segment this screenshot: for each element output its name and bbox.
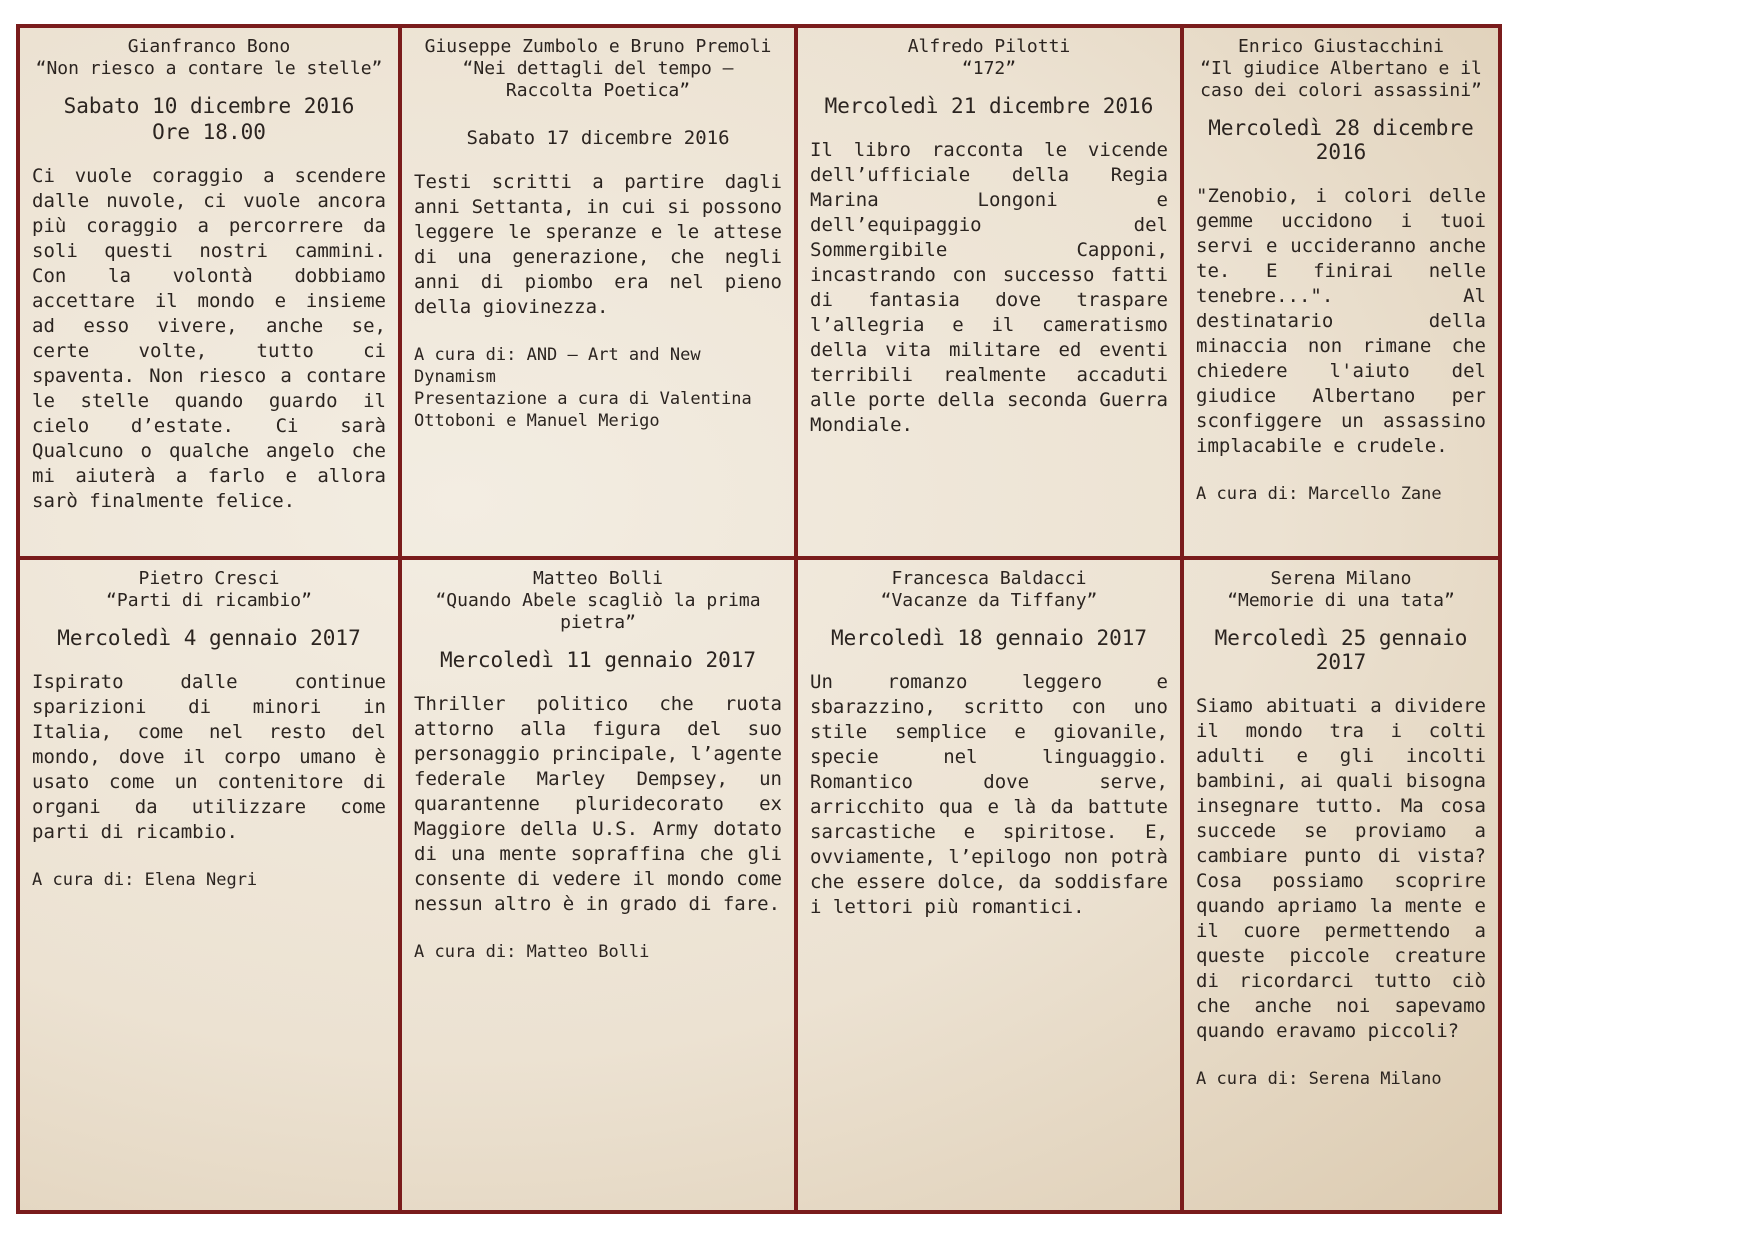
card-title: “Memorie di una tata” <box>1227 590 1455 611</box>
card-description: Testi scritti a partire dagli anni Settanta, in cui si possono leggere le speranze e le attese di una generazione, che negli anni di piombo era nel pieno della giovinezza. <box>414 171 782 318</box>
card-author: Giuseppe Zumbolo e Bruno Premoli <box>424 36 772 57</box>
event-card-bono <box>20 28 402 560</box>
card-author: Serena Milano <box>1270 568 1412 589</box>
card-curator: A cura di: Matteo Bolli <box>414 942 650 962</box>
card-date: Sabato 10 dicembre 2016 <box>63 94 355 118</box>
card-description: Il libro racconta le vicende dell’ufficiale della Regia Marina Longoni e dell’equipaggio del Sommergibile Capponi, incastrando con successo fatti di fantasia dove traspare l’allegria e il cameratismo della vita militare ed eventi terribili realmente accaduti alle porte della seconda Guerra Mondiale. <box>810 139 1168 436</box>
card-curator: A cura di: Serena Milano <box>1196 1069 1442 1089</box>
card-author: Matteo Bolli <box>532 568 664 589</box>
card-author: Francesca Baldacci <box>891 568 1087 589</box>
event-card-zumbolo-premoli <box>402 28 798 560</box>
card-title: “172” <box>961 58 1017 79</box>
card-date: Sabato 17 dicembre 2016 <box>466 127 730 149</box>
card-description: Ci vuole coraggio a scendere dalle nuvole, ci vuole ancora più coraggio a percorrere da soli questi nostri cammini. Con la volontà dobbiamo accettare il mondo e insieme ad esso vivere, anche se, certe volte, tutto ci spaventa. Non riesco a contare le stelle quando guardo il cielo d’estate. Ci sarà Qualcuno o qualche angelo che mi aiuterà a farlo e allora sarò finalmente felice. <box>32 165 386 512</box>
card-curator: A cura di: Elena Negri <box>32 870 258 890</box>
card-date: Mercoledì 18 gennaio 2017 <box>830 626 1148 650</box>
card-date: Mercoledì 11 gennaio 2017 <box>439 648 757 672</box>
card-date: Mercoledì 4 gennaio 2017 <box>57 626 361 650</box>
card-curator: A cura di: AND – Art and New Dynamism <box>414 345 701 387</box>
card-date: Mercoledì 28 dicembre 2016 <box>1208 116 1474 164</box>
card-title: “Il giudice Albertano e il caso dei colori assassini” <box>1200 58 1482 101</box>
card-author: Gianfranco Bono <box>127 36 291 57</box>
card-description: Un romanzo leggero e sbarazzino, scritto con uno stile semplice e giovanile, specie nel linguaggio. Romantico dove serve, arricchito qua e là da battute sarcastiche e spiritose. E, ovviamente, l’epilogo non potrà che essere dolce, da soddisfare i lettori più romantici. <box>810 671 1168 918</box>
card-curator: A cura di: Marcello Zane <box>1196 484 1442 504</box>
card-title: “Non riesco a contare le stelle” <box>35 58 383 79</box>
card-description: Siamo abituati a dividere il mondo tra i colti adulti e gli incolti bambini, ai quali bisogna insegnare tutto. Ma cosa succede se proviamo a cambiare punto di vista? Cosa possiamo scoprire quando apriamo la mente e il cuore permettendo a queste piccole creature di ricordarci tutto ciò che anche noi sapevamo quando eravamo piccoli? <box>1196 695 1486 1042</box>
card-date: Mercoledì 21 dicembre 2016 <box>824 94 1154 118</box>
card-title: “Parti di ricambio” <box>106 590 312 611</box>
card-description: "Zenobio, i colori delle gemme uccidono i tuoi servi e uccideranno anche te. E finirai nelle tenebre...". Al destinatario della minaccia non rimane che chiedere l'aiuto del giudice Albertano per sconfiggere un assassino implacabile e crudele. <box>1196 185 1486 457</box>
card-title: “Vacanze da Tiffany” <box>880 590 1098 611</box>
card-time: Ore 18.00 <box>152 120 266 144</box>
card-description: Thriller politico che ruota attorno alla figura del suo personaggio principale, l’agente federale Marley Dempsey, un quarantenne pluridecorato ex Maggiore della U.S. Army dotato di una mente sopraffina che gli consente di vedere il mondo come nessun altro è in grado di fare. <box>414 693 782 915</box>
card-author: Enrico Giustacchini <box>1238 36 1444 57</box>
events-grid <box>16 24 1502 1214</box>
card-title: “Quando Abele scagliò la prima pietra” <box>435 590 761 633</box>
card-author: Alfredo Pilotti <box>907 36 1071 57</box>
event-card-milano <box>1184 560 1498 1210</box>
card-date: Mercoledì 25 gennaio 2017 <box>1214 626 1468 674</box>
card-presentation: Presentazione a cura di Valentina Ottoboni e Manuel Merigo <box>414 389 752 431</box>
card-title: “Nei dettagli del tempo – Raccolta Poetica” <box>462 58 734 101</box>
event-card-cresci <box>20 560 402 1210</box>
event-card-pilotti <box>798 28 1184 560</box>
event-card-bolli <box>402 560 798 1210</box>
event-card-giustacchini <box>1184 28 1498 560</box>
card-author: Pietro Cresci <box>138 568 280 589</box>
event-card-baldacci <box>798 560 1184 1210</box>
card-description: Ispirato dalle continue sparizioni di minori in Italia, come nel resto del mondo, dove il corpo umano è usato come un contenitore di organi da utilizzare come parti di ricambio. <box>32 671 386 843</box>
